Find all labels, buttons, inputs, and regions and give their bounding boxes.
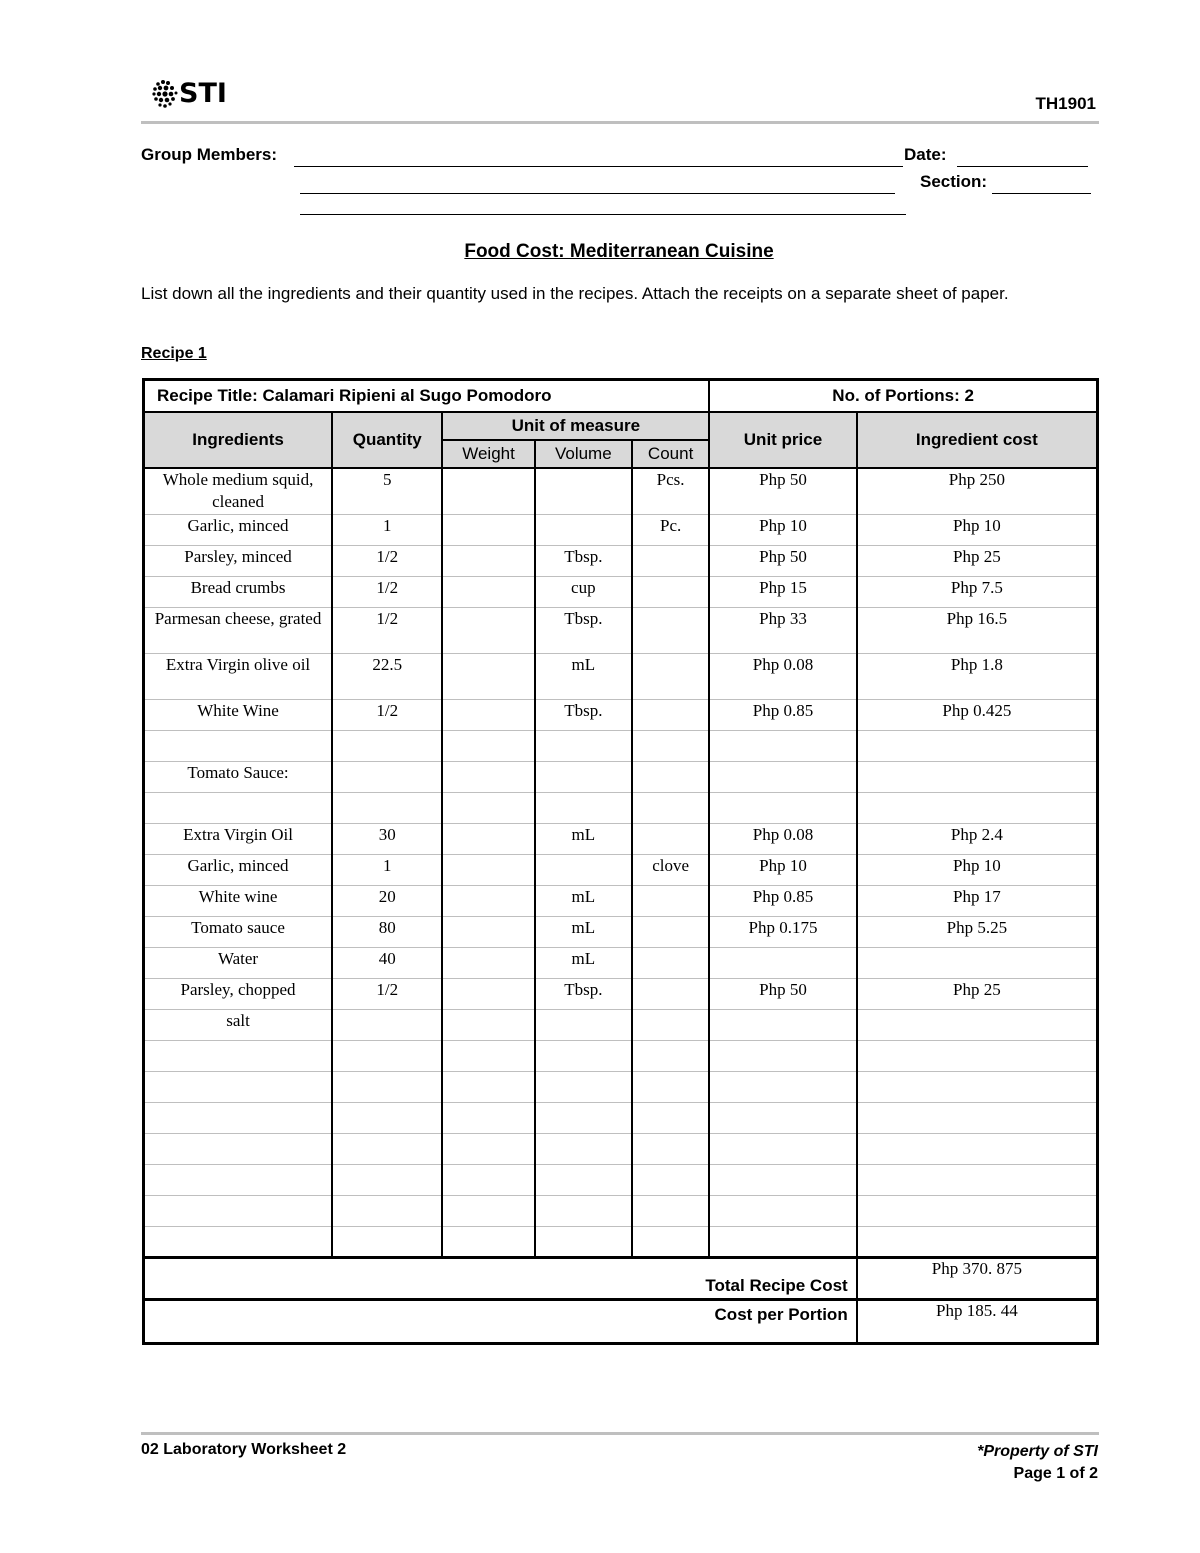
cell-ingredient-cost: Php 10 xyxy=(857,854,1098,885)
cell-weight xyxy=(442,885,534,916)
cell-ingredient xyxy=(144,792,333,823)
table-row xyxy=(144,607,1098,653)
cell-volume: mL xyxy=(535,823,632,854)
cell-weight xyxy=(442,947,534,978)
cell-weight xyxy=(442,699,534,730)
cell-quantity: 1 xyxy=(332,514,442,545)
cell-unit-price: Php 33 xyxy=(709,607,856,653)
table-row xyxy=(144,576,1098,607)
cell-volume: Tbsp. xyxy=(535,978,632,1009)
cell-ingredient: Tomato sauce xyxy=(144,916,333,947)
cell-quantity xyxy=(332,1009,442,1040)
cell-ingredient: salt xyxy=(144,1009,333,1040)
logo-text: STI xyxy=(179,77,227,109)
table-row xyxy=(144,885,1098,916)
cell-ingredient xyxy=(144,730,333,761)
cell-unit-price xyxy=(709,1164,856,1195)
cell-ingredient-cost xyxy=(857,1102,1098,1133)
cell-quantity xyxy=(332,1040,442,1071)
table-row xyxy=(144,978,1098,1009)
cost-per-portion-label: Cost per Portion xyxy=(144,1299,857,1343)
cell-unit-price xyxy=(709,1009,856,1040)
cell-count xyxy=(632,1164,709,1195)
cell-count xyxy=(632,978,709,1009)
cell-ingredient-cost: Php 2.4 xyxy=(857,823,1098,854)
cell-volume xyxy=(535,1195,632,1226)
cell-ingredient xyxy=(144,1195,333,1226)
cell-count xyxy=(632,947,709,978)
cell-ingredient-cost: Php 0.425 xyxy=(857,699,1098,730)
cell-quantity: 1/2 xyxy=(332,607,442,653)
cell-ingredient-cost xyxy=(857,1071,1098,1102)
sti-logo xyxy=(152,78,227,108)
cell-quantity: 22.5 xyxy=(332,653,442,699)
cell-unit-price xyxy=(709,1102,856,1133)
cell-volume xyxy=(535,792,632,823)
cell-quantity xyxy=(332,1133,442,1164)
cell-unit-price: Php 15 xyxy=(709,576,856,607)
cell-unit-price xyxy=(709,1071,856,1102)
cell-weight xyxy=(442,653,534,699)
cell-quantity xyxy=(332,1071,442,1102)
cell-volume xyxy=(535,854,632,885)
cell-ingredient-cost xyxy=(857,1164,1098,1195)
cell-count: Pcs. xyxy=(632,468,709,514)
cell-volume xyxy=(535,1133,632,1164)
footer-document-name: 02 Laboratory Worksheet 2 xyxy=(141,1441,347,1458)
date-line[interactable] xyxy=(957,166,1088,167)
section-line[interactable] xyxy=(992,193,1091,194)
header-unit-of-measure: Unit of measure xyxy=(442,412,709,440)
cell-quantity: 1/2 xyxy=(332,576,442,607)
cell-ingredient: Tomato Sauce: xyxy=(144,761,333,792)
cell-ingredient-cost xyxy=(857,730,1098,761)
total-recipe-cost-value: Php 370. 875 xyxy=(857,1257,1098,1299)
footer-divider xyxy=(141,1432,1099,1435)
cell-quantity: 1/2 xyxy=(332,545,442,576)
table-row xyxy=(144,916,1098,947)
table-row xyxy=(144,854,1098,885)
cell-unit-price xyxy=(709,1195,856,1226)
group-members-line-1[interactable] xyxy=(294,166,903,167)
cell-count xyxy=(632,1226,709,1257)
cell-count xyxy=(632,545,709,576)
recipe-label: Recipe 1 xyxy=(141,345,207,362)
table-row xyxy=(144,653,1098,699)
document-code: TH1901 xyxy=(1035,94,1096,113)
cell-weight xyxy=(442,545,534,576)
cell-unit-price: Php 50 xyxy=(709,468,856,514)
table-row xyxy=(144,761,1098,792)
total-recipe-cost-label: Total Recipe Cost xyxy=(144,1257,857,1299)
cell-weight xyxy=(442,792,534,823)
cell-quantity: 80 xyxy=(332,916,442,947)
cell-count xyxy=(632,730,709,761)
cell-count: clove xyxy=(632,854,709,885)
table-row xyxy=(144,1009,1098,1040)
table-row xyxy=(144,699,1098,730)
cell-volume xyxy=(535,1009,632,1040)
cell-unit-price: Php 0.08 xyxy=(709,653,856,699)
cell-ingredient-cost: Php 10 xyxy=(857,514,1098,545)
cell-ingredient: Parsley, minced xyxy=(144,545,333,576)
cell-ingredient xyxy=(144,1102,333,1133)
cell-count xyxy=(632,1195,709,1226)
group-members-label: Group Members: xyxy=(141,145,278,164)
cell-weight xyxy=(442,823,534,854)
cell-volume: Tbsp. xyxy=(535,607,632,653)
cell-ingredient: White wine xyxy=(144,885,333,916)
cell-volume: cup xyxy=(535,576,632,607)
cell-unit-price xyxy=(709,1226,856,1257)
cell-ingredient xyxy=(144,1226,333,1257)
cell-count xyxy=(632,576,709,607)
cell-ingredient: Water xyxy=(144,947,333,978)
cell-count xyxy=(632,1133,709,1164)
table-row xyxy=(144,1102,1098,1133)
section-label: Section: xyxy=(920,172,988,191)
cell-ingredient-cost xyxy=(857,1226,1098,1257)
cell-quantity xyxy=(332,1164,442,1195)
table-row xyxy=(144,1164,1098,1195)
cell-ingredient-cost: Php 1.8 xyxy=(857,653,1098,699)
cell-weight xyxy=(442,1226,534,1257)
globe-icon xyxy=(152,78,178,108)
cell-count xyxy=(632,885,709,916)
cell-quantity: 40 xyxy=(332,947,442,978)
cell-weight xyxy=(442,1133,534,1164)
header-divider xyxy=(141,121,1099,124)
cost-per-portion-value: Php 185. 44 xyxy=(857,1299,1098,1343)
cell-ingredient-cost xyxy=(857,1195,1098,1226)
table-body xyxy=(144,468,1098,1257)
header-ingredients: Ingredients xyxy=(144,412,333,468)
cell-volume: mL xyxy=(535,885,632,916)
cell-count xyxy=(632,607,709,653)
cell-quantity xyxy=(332,1226,442,1257)
cell-weight xyxy=(442,1195,534,1226)
table-row xyxy=(144,468,1098,514)
cell-unit-price: Php 10 xyxy=(709,514,856,545)
cell-count xyxy=(632,1102,709,1133)
cell-weight xyxy=(442,1040,534,1071)
cell-ingredient xyxy=(144,1164,333,1195)
cell-ingredient-cost xyxy=(857,1040,1098,1071)
group-members-line-3[interactable] xyxy=(300,214,906,215)
cell-volume xyxy=(535,1040,632,1071)
cell-quantity: 1/2 xyxy=(332,978,442,1009)
cell-count xyxy=(632,653,709,699)
cell-volume xyxy=(535,1102,632,1133)
cell-weight xyxy=(442,1009,534,1040)
header-volume: Volume xyxy=(535,440,632,468)
cell-ingredient-cost xyxy=(857,1133,1098,1164)
footer-property: *Property of STI xyxy=(977,1443,1098,1460)
cell-weight xyxy=(442,854,534,885)
cell-quantity xyxy=(332,761,442,792)
cell-ingredient: Parmesan cheese, grated xyxy=(144,607,333,653)
table-row xyxy=(144,823,1098,854)
cell-volume: mL xyxy=(535,916,632,947)
cell-count xyxy=(632,761,709,792)
cell-weight xyxy=(442,576,534,607)
header-unit-price: Unit price xyxy=(709,412,856,468)
cell-unit-price: Php 0.85 xyxy=(709,699,856,730)
cell-ingredient: Garlic, minced xyxy=(144,854,333,885)
table-row xyxy=(144,1226,1098,1257)
cell-ingredient-cost: Php 5.25 xyxy=(857,916,1098,947)
cell-volume xyxy=(535,514,632,545)
cell-count xyxy=(632,792,709,823)
cell-volume: mL xyxy=(535,653,632,699)
table-row xyxy=(144,792,1098,823)
cell-count xyxy=(632,1040,709,1071)
table-row xyxy=(144,1133,1098,1164)
cell-ingredient-cost xyxy=(857,792,1098,823)
cell-unit-price: Php 0.08 xyxy=(709,823,856,854)
cell-quantity: 5 xyxy=(332,468,442,514)
cell-ingredient-cost: Php 25 xyxy=(857,545,1098,576)
cell-ingredient-cost: Php 17 xyxy=(857,885,1098,916)
cell-volume xyxy=(535,1164,632,1195)
cell-volume xyxy=(535,1226,632,1257)
cell-ingredient-cost: Php 25 xyxy=(857,978,1098,1009)
table-row xyxy=(144,1195,1098,1226)
cell-count xyxy=(632,1009,709,1040)
cell-unit-price xyxy=(709,730,856,761)
cell-volume: Tbsp. xyxy=(535,545,632,576)
table-row xyxy=(144,545,1098,576)
recipe-title: Recipe Title: Calamari Ripieni al Sugo Pomodoro xyxy=(144,380,710,413)
cell-count xyxy=(632,1071,709,1102)
cell-ingredient: Parsley, chopped xyxy=(144,978,333,1009)
cell-weight xyxy=(442,761,534,792)
cell-ingredient xyxy=(144,1071,333,1102)
cell-quantity xyxy=(332,792,442,823)
cell-unit-price: Php 0.175 xyxy=(709,916,856,947)
cell-weight xyxy=(442,607,534,653)
cell-weight xyxy=(442,916,534,947)
footer-page-number: Page 1 of 2 xyxy=(1013,1465,1098,1482)
table-row xyxy=(144,730,1098,761)
cell-ingredient-cost xyxy=(857,1009,1098,1040)
cell-quantity: 1/2 xyxy=(332,699,442,730)
group-members-line-2[interactable] xyxy=(300,193,895,194)
food-cost-table xyxy=(142,378,1099,1345)
cell-weight xyxy=(442,1102,534,1133)
cell-count xyxy=(632,823,709,854)
header-quantity: Quantity xyxy=(332,412,442,468)
cell-unit-price xyxy=(709,1040,856,1071)
cell-ingredient xyxy=(144,1133,333,1164)
instructions: List down all the ingredients and their quantity used in the recipes. Attach the receipts on a separate sheet of paper. xyxy=(141,284,1009,303)
table-row xyxy=(144,1040,1098,1071)
cell-unit-price: Php 0.85 xyxy=(709,885,856,916)
cell-quantity: 1 xyxy=(332,854,442,885)
cell-weight xyxy=(442,514,534,545)
table-row xyxy=(144,514,1098,545)
cell-ingredient: Extra Virgin olive oil xyxy=(144,653,333,699)
cell-ingredient xyxy=(144,1040,333,1071)
cell-ingredient-cost: Php 7.5 xyxy=(857,576,1098,607)
date-label: Date: xyxy=(904,145,947,164)
cell-count xyxy=(632,699,709,730)
portions: No. of Portions: 2 xyxy=(709,380,1097,413)
cell-weight xyxy=(442,1164,534,1195)
cell-weight xyxy=(442,730,534,761)
cell-weight xyxy=(442,468,534,514)
cell-unit-price xyxy=(709,792,856,823)
header-ingredient-cost: Ingredient cost xyxy=(857,412,1098,468)
cell-volume xyxy=(535,1071,632,1102)
cell-count xyxy=(632,916,709,947)
cell-quantity: 20 xyxy=(332,885,442,916)
cell-ingredient: Bread crumbs xyxy=(144,576,333,607)
cell-quantity xyxy=(332,1195,442,1226)
cell-volume xyxy=(535,730,632,761)
cell-count: Pc. xyxy=(632,514,709,545)
table-row xyxy=(144,947,1098,978)
cell-unit-price: Php 10 xyxy=(709,854,856,885)
cell-ingredient: Extra Virgin Oil xyxy=(144,823,333,854)
cell-quantity xyxy=(332,1102,442,1133)
cell-quantity: 30 xyxy=(332,823,442,854)
header-count: Count xyxy=(632,440,709,468)
cell-quantity xyxy=(332,730,442,761)
cell-unit-price xyxy=(709,1133,856,1164)
cell-ingredient-cost xyxy=(857,947,1098,978)
cell-volume: mL xyxy=(535,947,632,978)
cell-volume xyxy=(535,468,632,514)
footer-right xyxy=(977,1441,1098,1485)
cell-weight xyxy=(442,978,534,1009)
cell-unit-price: Php 50 xyxy=(709,545,856,576)
cell-unit-price xyxy=(709,947,856,978)
cell-weight xyxy=(442,1071,534,1102)
table-row xyxy=(144,1071,1098,1102)
cell-ingredient-cost xyxy=(857,761,1098,792)
header-weight: Weight xyxy=(442,440,534,468)
cell-ingredient-cost: Php 250 xyxy=(857,468,1098,514)
cell-ingredient: Whole medium squid, cleaned xyxy=(144,468,333,514)
page-title: Food Cost: Mediterranean Cuisine xyxy=(464,241,774,262)
cell-volume: Tbsp. xyxy=(535,699,632,730)
cell-ingredient-cost: Php 16.5 xyxy=(857,607,1098,653)
cell-ingredient: White Wine xyxy=(144,699,333,730)
cell-ingredient: Garlic, minced xyxy=(144,514,333,545)
cell-volume xyxy=(535,761,632,792)
cell-unit-price: Php 50 xyxy=(709,978,856,1009)
cell-unit-price xyxy=(709,761,856,792)
